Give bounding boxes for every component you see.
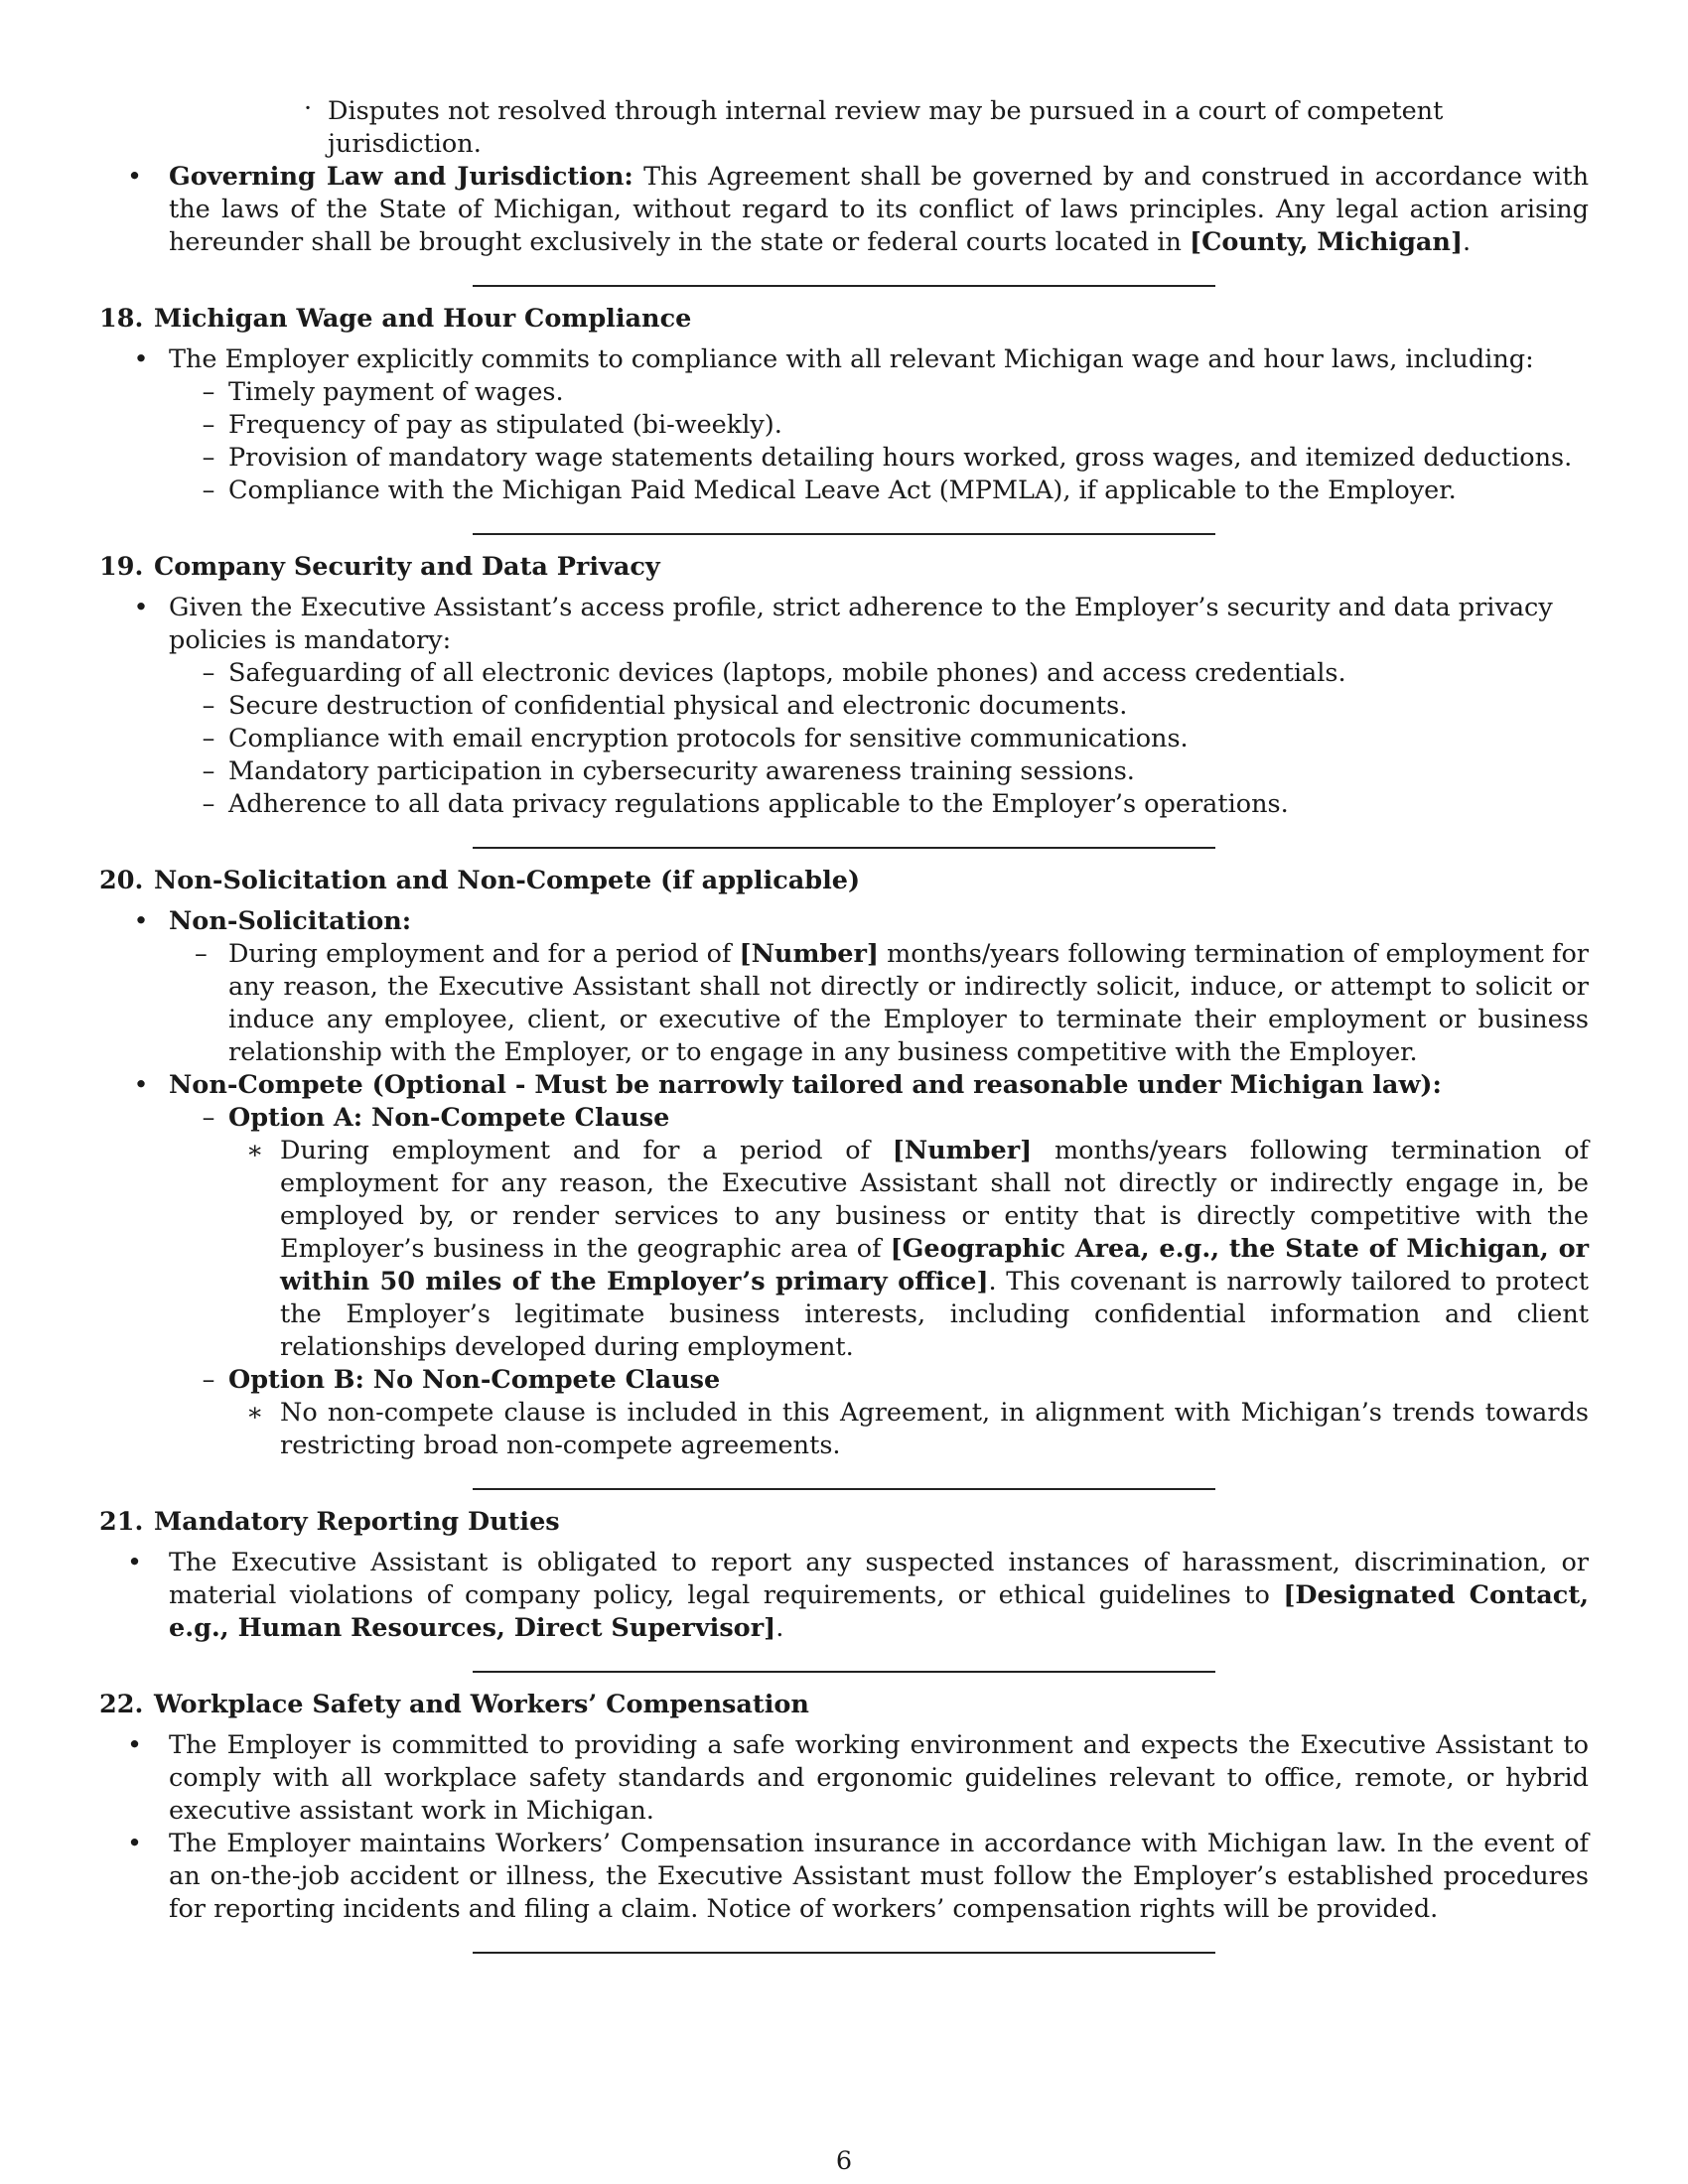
dash-bullet: – [202, 756, 215, 786]
workers-comp-item [99, 1828, 1589, 1926]
option-b-clause [99, 1397, 1589, 1462]
section-title: Michigan Wage and Hour Compliance [154, 304, 692, 334]
clause-text: . This covenant is narrowly tailored to protect the Employer’s legitimate business interests, including confidential information and client relationships developed during employment. [280, 1267, 1589, 1362]
section-number: 21. [99, 1507, 144, 1537]
section-number: 18. [99, 304, 144, 334]
dot-bullet: · [303, 93, 313, 123]
document-page [99, 95, 1589, 1954]
dash-bullet: – [202, 724, 215, 753]
geographic-area-placeholder: [Geographic Area, e.g., the State of Michigan, or within 50 miles of the Employer’s primary office] [280, 1234, 1590, 1297]
section-21-heading [99, 1506, 1589, 1539]
list-item [99, 723, 1589, 755]
dispute-note-text: Disputes not resolved through internal review may be pursued in a court of competent jurisdiction. [328, 96, 1444, 159]
dash-bullet: – [202, 1103, 215, 1133]
reporting-duty-item [99, 1547, 1589, 1645]
non-compete-label: Non-Compete (Optional - Must be narrowly tailored and reasonable under Michigan law): [169, 1070, 1442, 1100]
non-solicitation-clause [99, 938, 1589, 1069]
number-placeholder: [Number] [739, 939, 879, 969]
section-22-heading [99, 1689, 1589, 1721]
dash-bullet: – [202, 377, 215, 407]
list-item [99, 442, 1589, 475]
clause-text: months/years following termination of employment for any reason, the Executive Assistant shall not directly or indirectly solicit, induce, or attempt to solicit or induce any employee, client, or executive of the Employer to terminate their employment or business relationship with the Employer, or to engage in any business competitive with the Employer. [228, 939, 1589, 1067]
bullet: • [127, 1730, 143, 1760]
list-item [99, 690, 1589, 723]
number-placeholder: [Number] [892, 1136, 1033, 1165]
list-item-text: Safeguarding of all electronic devices (laptops, mobile phones) and access credentials. [228, 658, 1346, 688]
section-number: 19. [99, 552, 144, 582]
safety-text: The Employer is committed to providing a safe working environment and expects the Executive Assistant to comply with all workplace safety standards and ergonomic guidelines relevant to office, remote, or hybrid executive assistant work in Michigan. [169, 1730, 1589, 1826]
s19-intro-item [99, 592, 1589, 657]
list-item-text: Adherence to all data privacy regulations applicable to the Employer’s operations. [228, 789, 1289, 819]
section-divider [473, 1671, 1215, 1673]
bullet: • [127, 1548, 143, 1577]
governing-law-item [99, 161, 1589, 259]
designated-contact-placeholder: [Designated Contact, e.g., Human Resources, Direct Supervisor] [169, 1580, 1589, 1643]
section-divider [473, 847, 1215, 849]
list-item [99, 657, 1589, 690]
section-title: Mandatory Reporting Duties [154, 1507, 560, 1537]
option-a-item [99, 1102, 1589, 1135]
section-title: Company Security and Data Privacy [154, 552, 660, 582]
governing-law-text: This Agreement shall be governed by and construed in accordance with the laws of the State of Michigan, without regard to its conflict of laws principles. Any legal action arising hereunder shall be brought exclusively in the state or federal courts located in [169, 162, 1589, 257]
clause-text: During employment and for a period of [228, 939, 732, 969]
dash-bullet: – [202, 789, 215, 819]
list-item [99, 755, 1589, 788]
county-placeholder: [County, Michigan] [1190, 227, 1464, 257]
section-title: Workplace Safety and Workers’ Compensation [154, 1690, 809, 1719]
option-a-label: Option A: Non-Compete Clause [228, 1103, 670, 1133]
dash-bullet: – [202, 443, 215, 473]
section-title: Non-Solicitation and Non-Compete (if applicable) [154, 866, 861, 895]
list-item-text: Frequency of pay as stipulated (bi-weekly). [228, 410, 782, 440]
bullet: • [133, 906, 149, 936]
non-solicitation-label: Non-Solicitation: [169, 906, 412, 936]
list-item [99, 475, 1589, 507]
page-number: 6 [835, 2146, 853, 2176]
section-divider [473, 533, 1215, 535]
bullet: • [133, 1070, 149, 1100]
dash-bullet: – [202, 691, 215, 721]
bullet: • [133, 344, 149, 374]
non-compete-item [99, 1069, 1589, 1102]
period: . [1463, 227, 1472, 257]
s18-intro-item [99, 343, 1589, 376]
section-number: 20. [99, 866, 144, 895]
bullet: • [133, 593, 149, 622]
dash-bullet: – [195, 939, 208, 969]
clause-text: No non-compete clause is included in this Agreement, in alignment with Michigan’s trends towards restricting broad non-compete agreements. [280, 1398, 1589, 1460]
dash-bullet: – [202, 410, 215, 440]
asterisk-bullet: ∗ [246, 1136, 264, 1165]
workers-comp-text: The Employer maintains Workers’ Compensation insurance in accordance with Michigan law. In the event of an on-the-job accident or illness, the Executive Assistant must follow the Employer’s established procedures for reporting incidents and filing a claim. Notice of workers’ compensation rights will be provided. [169, 1829, 1589, 1924]
section-18-heading [99, 303, 1589, 336]
dispute-note [99, 95, 1589, 161]
asterisk-bullet: ∗ [246, 1398, 264, 1428]
list-item-text: Timely payment of wages. [228, 377, 564, 407]
list-item [99, 788, 1589, 821]
option-b-item [99, 1364, 1589, 1397]
list-item-text: Mandatory participation in cybersecurity awareness training sessions. [228, 756, 1135, 786]
section-divider [473, 285, 1215, 287]
s18-intro-text: The Employer explicitly commits to compliance with all relevant Michigan wage and hour laws, including: [169, 344, 1534, 374]
list-item [99, 376, 1589, 409]
option-b-label: Option B: No Non-Compete Clause [228, 1365, 721, 1395]
list-item-text: Compliance with the Michigan Paid Medical Leave Act (MPMLA), if applicable to the Employer. [228, 476, 1457, 505]
list-item-text: Provision of mandatory wage statements detailing hours worked, gross wages, and itemized deductions. [228, 443, 1573, 473]
dash-bullet: – [202, 476, 215, 505]
dash-bullet: – [202, 658, 215, 688]
section-number: 22. [99, 1690, 144, 1719]
section-20-heading [99, 865, 1589, 897]
non-solicitation-item [99, 905, 1589, 938]
bullet: • [127, 1829, 143, 1858]
safety-item [99, 1729, 1589, 1828]
reporting-text: The Executive Assistant is obligated to report any suspected instances of harassment, discrimination, or material violations of company policy, legal requirements, or ethical guidelines to [169, 1548, 1589, 1610]
section-divider [473, 1952, 1215, 1954]
section-divider [473, 1488, 1215, 1490]
list-item [99, 409, 1589, 442]
governing-law-label: Governing Law and Jurisdiction: [169, 162, 633, 192]
bullet: • [127, 162, 143, 192]
option-a-clause [99, 1135, 1589, 1364]
s19-intro-text: Given the Executive Assistant’s access profile, strict adherence to the Employer’s security and data privacy policies is mandatory: [169, 593, 1553, 655]
list-item-text: Compliance with email encryption protocols for sensitive communications. [228, 724, 1189, 753]
clause-text: During employment and for a period of [280, 1136, 871, 1165]
period: . [775, 1613, 784, 1643]
clause-text: months/years following termination of employment for any reason, the Executive Assistant shall not directly or indirectly engage in, be employed by, or render services to any business or entity that is directly competitive with the Employer’s business in the geographic area of [280, 1136, 1589, 1264]
dash-bullet: – [202, 1365, 215, 1395]
list-item-text: Secure destruction of confidential physical and electronic documents. [228, 691, 1128, 721]
section-19-heading [99, 551, 1589, 584]
